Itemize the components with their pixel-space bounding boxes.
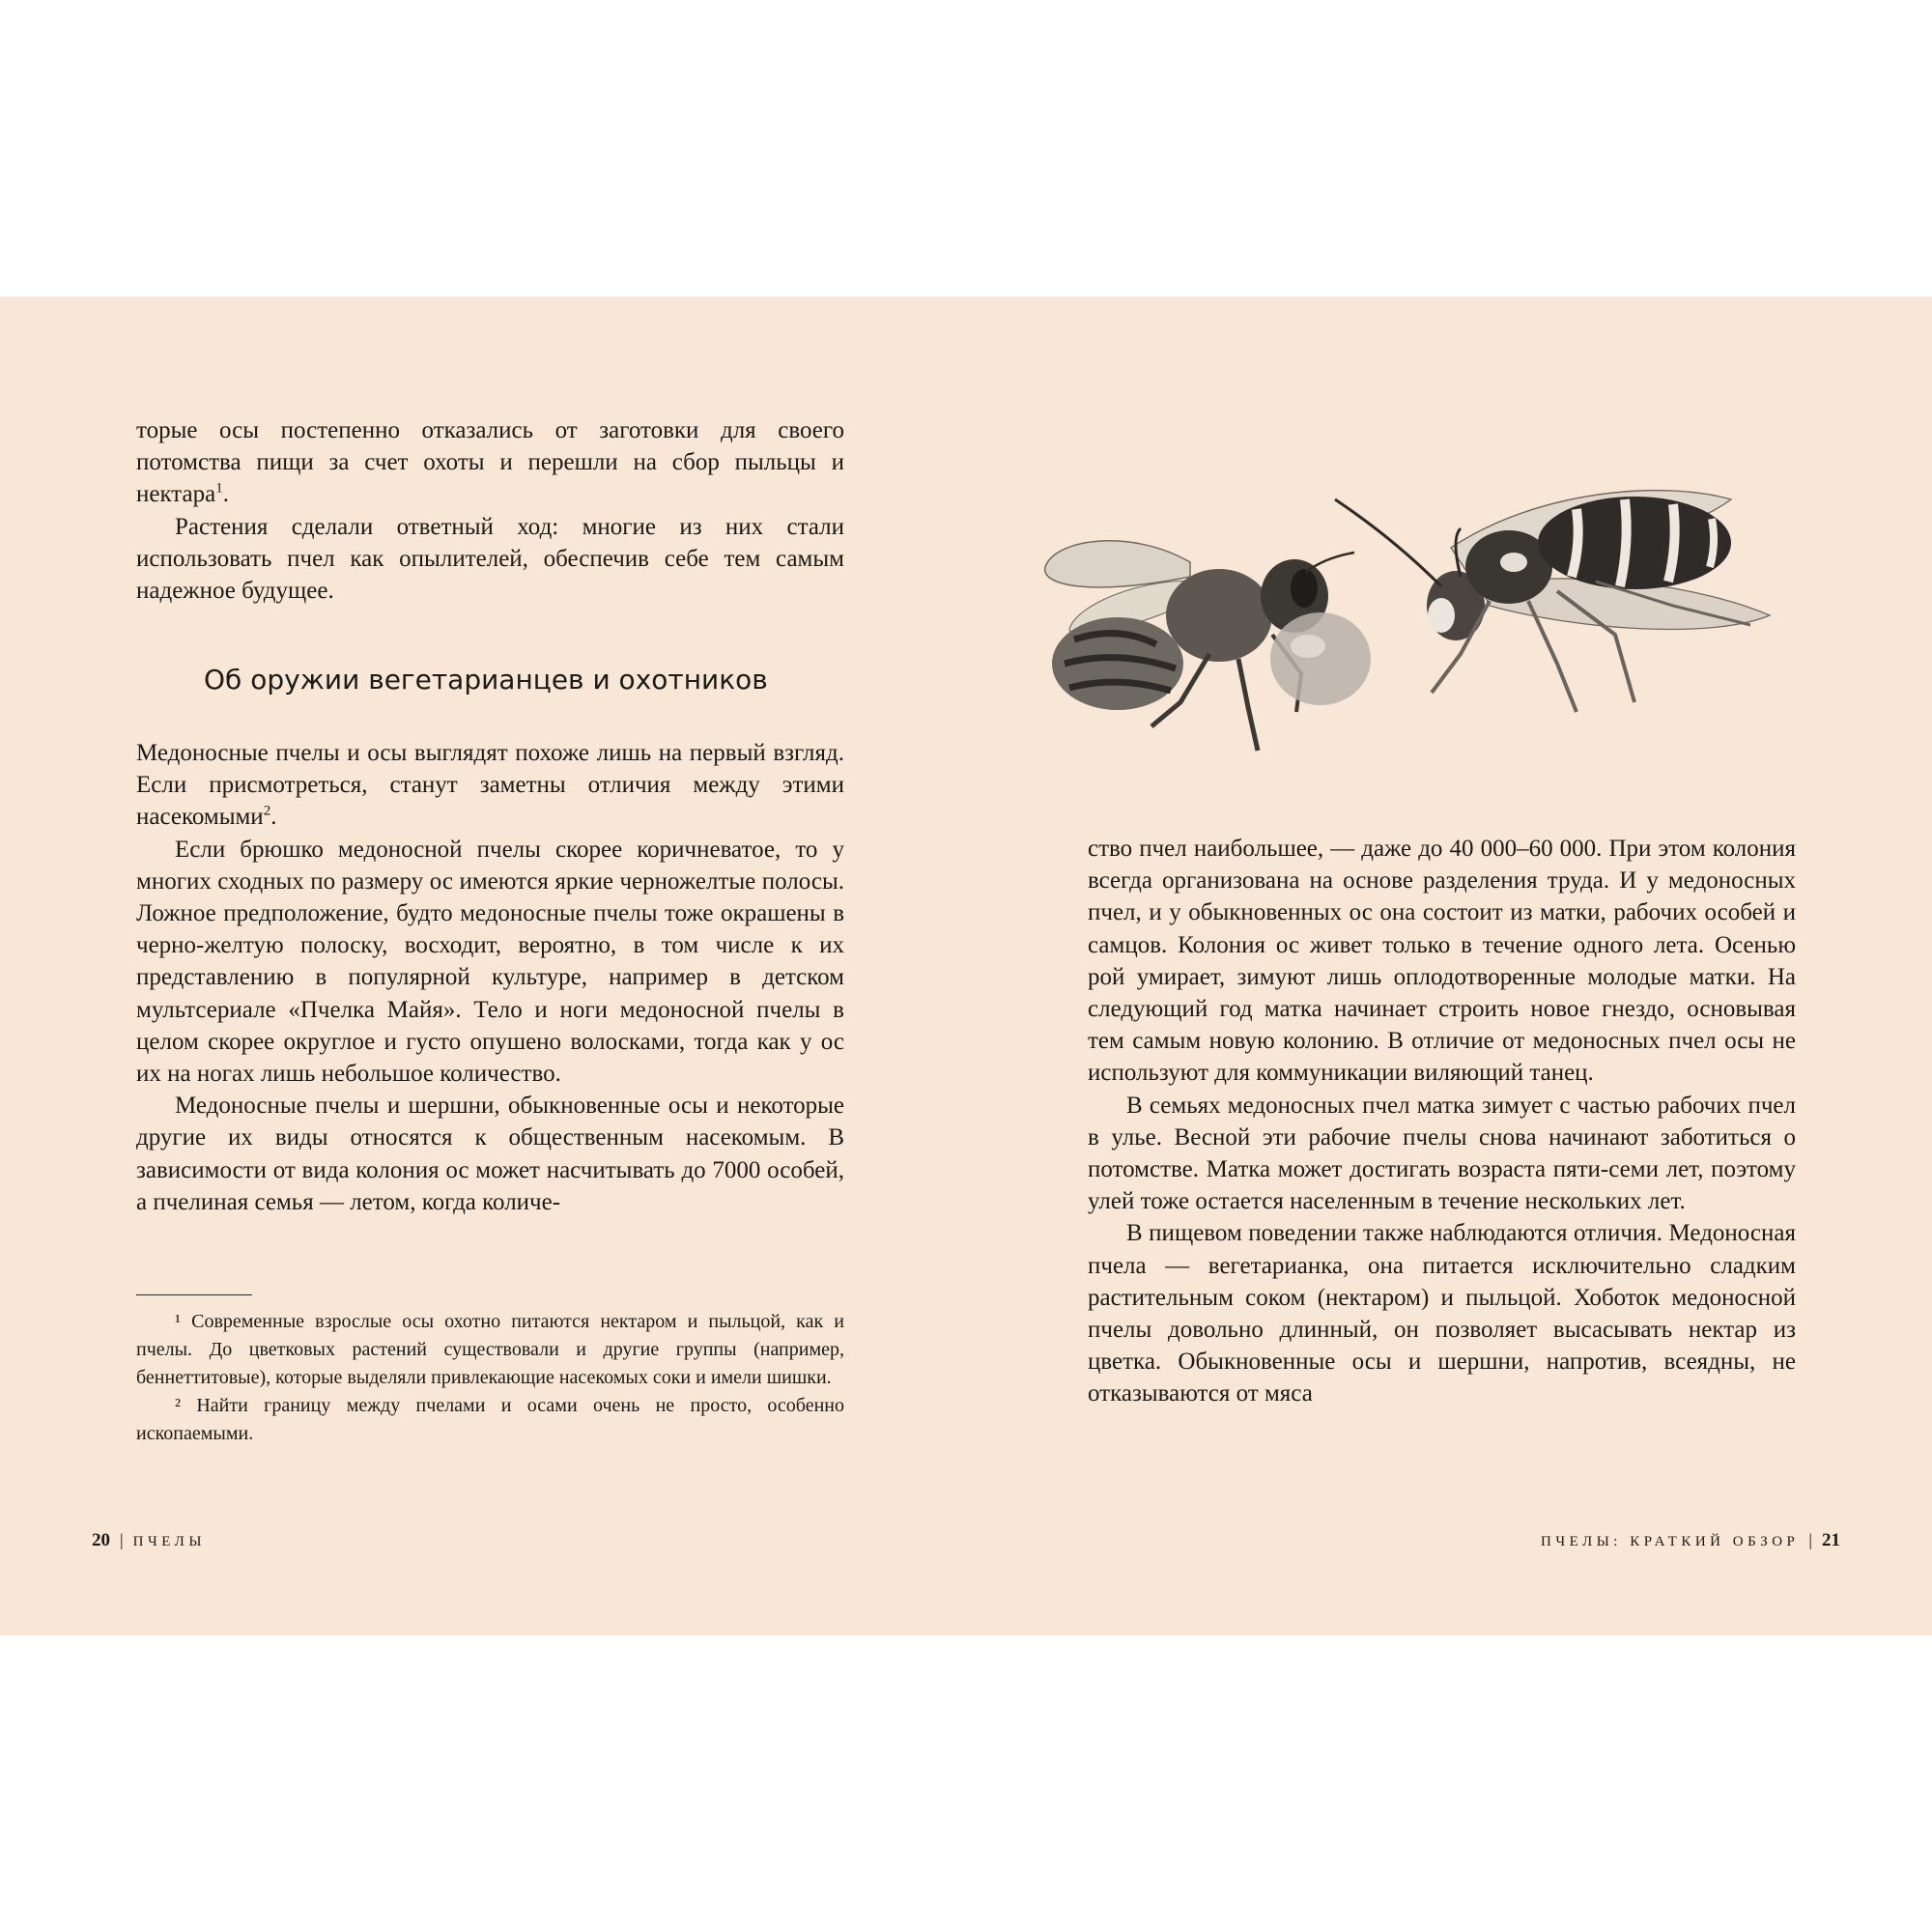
footer-separator: | — [120, 1530, 124, 1549]
paragraph: В семьях медоносных пчел матка зимует с частью рабочих пчел в улье. Весной эти рабочие пчелы снова начинают заботиться о потомстве. Матка может достигать возраста пяти-семи лет, поэтому улей тоже остается населенным в течение нескольких лет. — [1088, 1092, 1796, 1215]
page-number: 21 — [1822, 1530, 1840, 1550]
left-page-main-text — [136, 737, 844, 1218]
book-spread — [0, 297, 1932, 1635]
paragraph: ство пчел наибольшее, — даже до 40 000–60 000. При этом колония всегда организована на основе разделения труда. И у медоносных пчел, и у обыкновенных ос она состоит из матки, рабочих особей и самцов. Колония ос живет только в течение одного лета. Осенью рой умирает, зимуют лишь оплодотворенные молодые матки. На следующий год матка начинает строить новое гнездо, основывая тем самым новую колонию. В отличие от медоносных пчел осы не используют для коммуникации виляющий танец. — [1088, 836, 1796, 1087]
section-heading: Об оружии вегетарианцев и охотников — [204, 664, 768, 696]
right-page-text — [1088, 833, 1796, 1410]
bee-and-wasp-drawing-icon — [1036, 470, 1808, 760]
running-head: ПЧЕЛЫ: КРАТКИЙ ОБЗОР — [1541, 1534, 1800, 1549]
footnote: ¹ Современные взрослые осы охотно питаются нектаром и пыльцой, как и пчелы. До цветковых растений существовали и другие группы (например, беннеттитовые), которые выделяли привлекающие насекомых соки и имели шишки. — [136, 1311, 844, 1388]
page-number: 20 — [92, 1530, 110, 1550]
footnote: ² Найти границу между пчелами и осами очень не просто, особенно ископаемыми. — [136, 1395, 844, 1444]
footnote-ref: 1 — [215, 481, 223, 497]
left-page-footer — [92, 1530, 206, 1551]
paragraph: Медоносные пчелы и шершни, обыкновенные осы и некоторые другие их виды относятся к общественным насекомым. В зависимости от вида колония ос может насчитывать до 7000 особей, а пчелиная семья — летом, когда количе- — [136, 1093, 844, 1215]
paragraph: торые осы постепенно отказались от заготовки для своего потомства пищи за счет охоты и перешли на сбор пыльцы и нектара$^1$. — [136, 417, 844, 508]
footnote-divider — [136, 1294, 252, 1295]
paragraph: Если брюшко медоносной пчелы скорее коричневатое, то у многих сходных по размеру ос имеются яркие черножелтые полосы. Ложное предположение, будто медоносные пчелы тоже окрашены в черно-желтую полоску, восходит, вероятно, в том числе к их представлению в популярной культуре, например в детском мультсериале «Пчелка Майя». Тело и ноги медоносной пчелы в целом скорее округлое и густо опушено волосками, тогда как у ос их на ногах лишь небольшое количество. — [136, 836, 844, 1088]
running-head: ПЧЕЛЫ — [132, 1534, 206, 1549]
paragraph: Растения сделали ответный ход: многие из них стали использовать пчел как опылителей, обеспечив себе тем самым надежное будущее. — [136, 513, 844, 605]
paragraph: Медоносные пчелы и осы выглядят похоже лишь на первый взгляд. Если присмотреться, станут заметны отличия между этими насекомыми$^2$. — [136, 740, 844, 831]
left-page-top-text — [136, 414, 844, 607]
paragraph: В пищевом поведении также наблюдаются отличия. Медоносная пчела — вегетарианка, она питается исключительно сладким растительным соком (нектаром) и пыльцой. Хоботок медоносной пчелы довольно длинный, он позволяет высасывать нектар из цветка. Обыкновенные осы и шершни, напротив, всеядны, не отказываются от мяса — [1088, 1220, 1796, 1407]
footnote-ref: 2 — [263, 804, 271, 820]
right-page-footer — [1541, 1530, 1840, 1551]
footer-separator: | — [1808, 1530, 1812, 1549]
footnotes — [136, 1308, 844, 1448]
